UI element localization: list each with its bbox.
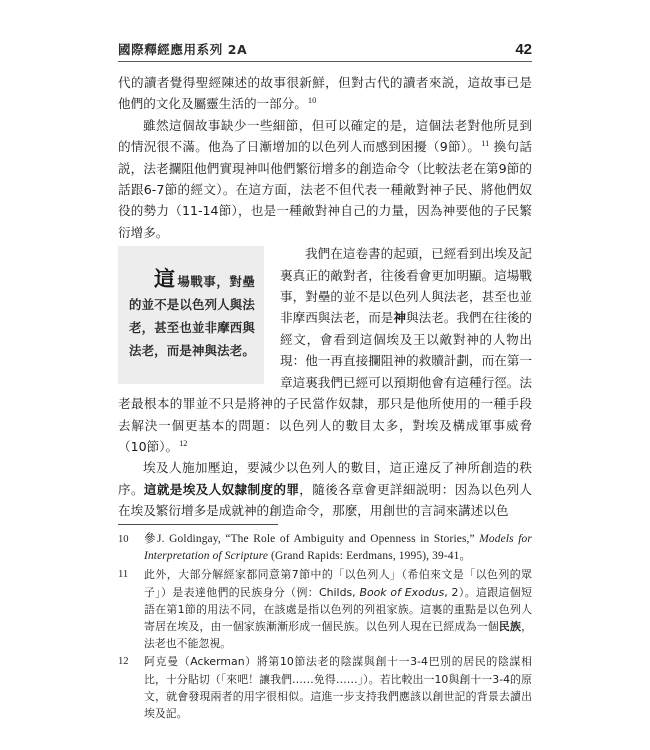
pull-quote-text: 場戰事，對壘的並不是以色列人與法老，甚至也並非摩西與法老，而是神與法老。 [129, 274, 256, 359]
emphasis-bold: 這就是埃及人奴隸制度的罪 [143, 481, 300, 497]
emphasis-bold: 民族 [498, 620, 522, 634]
running-head [118, 40, 532, 58]
page-number: 42 [515, 41, 532, 58]
footnote-divider [118, 524, 278, 525]
footnote-entry [118, 653, 532, 722]
emphasis-bold: 神 [393, 310, 407, 326]
footnote-entry [118, 531, 532, 565]
emphasis-italic: Book of Exodus [359, 585, 445, 599]
footnote-text: 參J. Goldingay, “The Role of Ambiguity and Openness in Stories,” Models for Interpretation of Scripture (Grand Rapids: Eerdmans, 1995), 39-41。 [144, 533, 532, 563]
footnote-number: 10 [118, 534, 129, 545]
footnote-reference-12[interactable]: 12 [179, 438, 188, 448]
footnote-number: 12 [118, 656, 129, 668]
pull-quote [118, 246, 264, 384]
pull-quote-lead-character: 這 [154, 267, 176, 292]
paragraph-4: 埃及人施加壓迫，要減少以色列人的數目，這正違反了神所創造的秩序。這就是埃及人奴隸制度的罪，隨後各章會更詳細説明：因為以色列人在埃及繁衍增多是成就神的創造命令，那麼，用創世的言詞來講述以色 [118, 460, 533, 519]
header-divider [118, 61, 532, 62]
footnote-number: 11 [118, 569, 129, 581]
footnote-text: 此外，大部分解經家都同意第7節中的「以色列人」（希伯來文是「以色列的眾子」）是表達他們的民族身分（例：Childs, Book of Exodus, 2）。這跟這個短語在第1節的用法不同，在該處是指以色列的列祖家族。這裏的重點是以色列人寄居在埃及，由一個家族漸漸形成一個民族。以色列人現在已經成為一個民族，法老也不能忽視。 [144, 568, 532, 651]
paragraph-3: 這場戰事，對壘的並不是以色列人與法老，甚至也並非摩西與法老，而是神與法老。 我們在這卷書的起頭，已經看到出埃及記裏真正的敵對者，往後看會更加明顯。這場戰事，對壘的並不是以色列人與法老，甚至也並非摩西與法老，而是神與法老。我們在往後的經文，會看到這個埃及王以敵對神的人物出現：他一再直接攔阻神的救贖計劃，而在第一章這裏我們已經可以預期他會有這種行徑。法老最根本的罪並不只是將神的子民當作奴隸，那只是他所使用的一種手段去解決一個更基本的問題：以色列人的數目太多，對埃及構成軍事威脅（10節）。$^{12}$ [118, 246, 533, 454]
body-text-column [118, 72, 532, 522]
paragraph-2: 雖然這個故事缺少一些細節，但可以確定的是，這個法老對他所見到的情況很不滿。他為了日漸增加的以色列人而感到困擾（9節）。$^{11}$ 換句話説，法老攔阻他們實現神叫他們繁衍增多的創造命令（比較法老在第9節的話跟6-7節的經文）。在這方面，法老不但代表一種敵對神子民、將他們奴役的勢力（11-14節），也是一種敵對神自己的力量，因為神要他的子民繁衍增多。 [118, 117, 532, 240]
footnote-entry [118, 566, 532, 652]
footnotes-section [118, 531, 532, 723]
footnote-reference-10[interactable]: 10 [307, 96, 317, 106]
footnote-reference-11[interactable]: 11 [481, 139, 490, 149]
footnote-text: 阿克曼（Ackerman）將第10節法老的陰謀與創十一3-4巴別的居民的陰謀相比，十分貼切（「來吧！讓我們……免得……」）。若比較出一10與創十一3-4的原文，就會發現兩者的用字很相似。這進一步支持我們應該以創世記的背景去讀出埃及記。 [144, 655, 532, 721]
running-head-title: 國際釋經應用系列 2A [118, 42, 248, 57]
emphasis-italic: Models for Interpretation of Scripture [144, 533, 532, 563]
paragraph-1: 代的讀者覺得聖經陳述的故事很新鮮，但對古代的讀者來説，這故事已是他們的文化及屬靈生活的一部分。$^{10}$ [118, 75, 532, 112]
